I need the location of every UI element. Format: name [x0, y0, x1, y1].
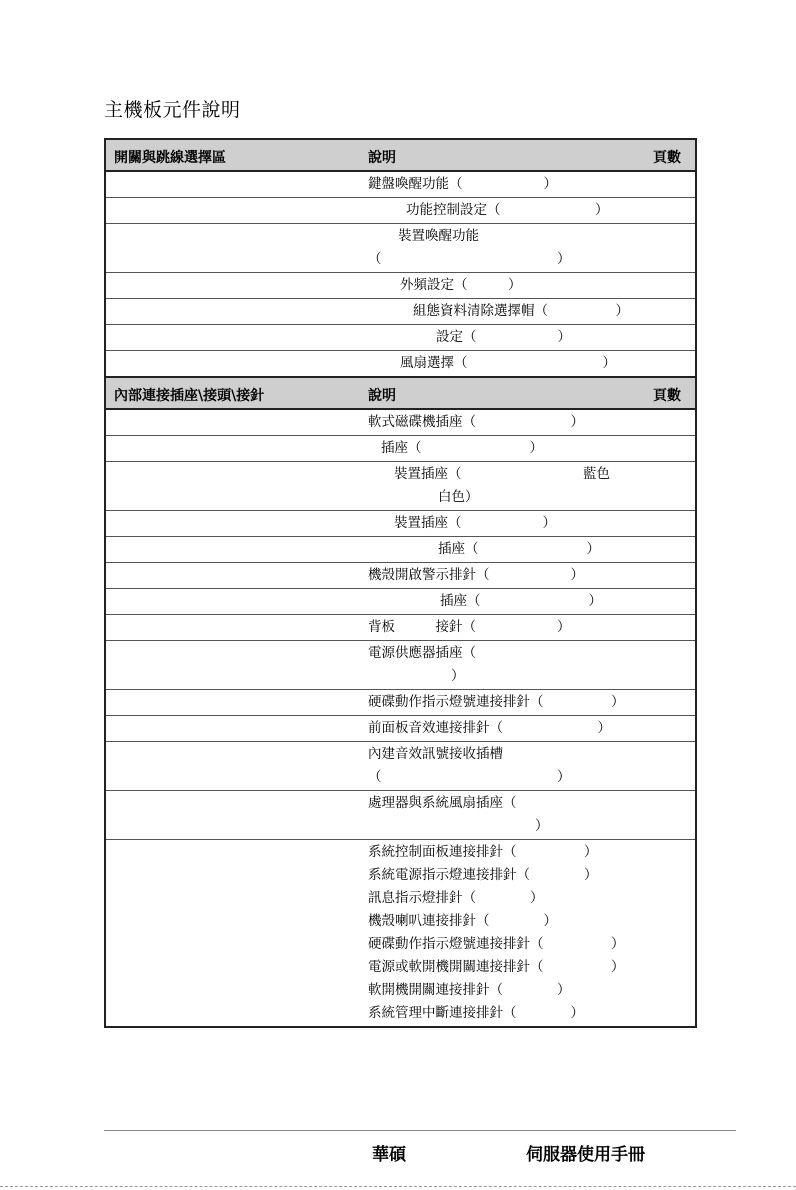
page-bottom-edge — [0, 1186, 796, 1187]
header-col-description: 說明 — [368, 150, 396, 166]
description-line: 軟式磁碟機插座（ ） — [368, 414, 584, 430]
section-body-switches — [106, 172, 695, 376]
table-row — [106, 299, 695, 325]
table-row — [106, 511, 695, 537]
description-line: 電源供應器插座（ — [368, 645, 476, 661]
table-row — [106, 615, 695, 641]
footer-brand: 華碩 — [372, 1145, 406, 1165]
table-row — [106, 410, 695, 436]
description-line: 電源或軟開機開關連接排針（ ） — [368, 959, 625, 975]
description-line: 機殼喇叭連接排針（ ） — [368, 913, 557, 929]
description-line: 處理器與系統風扇插座（ — [368, 795, 517, 811]
header-col-description: 說明 — [368, 388, 396, 404]
description-line: ） — [451, 668, 465, 684]
header-col-item: 開關與跳線選擇區 — [114, 150, 226, 166]
table-row — [106, 351, 695, 376]
header-col-item: 內部連接插座\接頭\接針 — [114, 388, 265, 404]
description-line: 鍵盤喚醒功能（ ） — [368, 176, 557, 192]
description-line: 硬碟動作指示燈號連接排針（ ） — [368, 936, 625, 952]
description-line: 機殼開啟警示排針（ ） — [368, 567, 584, 583]
description-line: 系統控制面板連接排針（ ） — [368, 844, 598, 860]
section-header-connectors — [106, 376, 695, 410]
table-row — [106, 641, 695, 690]
table-row — [106, 325, 695, 351]
table-row — [106, 198, 695, 224]
footer-divider — [104, 1130, 736, 1131]
description-line: （ ） — [368, 251, 571, 267]
description-line: 訊息指示燈排針（ ） — [368, 890, 544, 906]
description-line: 硬碟動作指示燈號連接排針（ ） — [368, 694, 625, 710]
description-line: 外頻設定（ ） — [400, 277, 522, 293]
description-line: 白色） — [438, 489, 479, 505]
component-table — [104, 138, 697, 1028]
table-row — [106, 436, 695, 462]
description-line: 系統電源指示燈連接排針（ ） — [368, 867, 598, 883]
description-line: ） — [535, 818, 549, 834]
table-row — [106, 172, 695, 198]
section-body-connectors — [106, 410, 695, 1026]
section-header-switches — [106, 140, 695, 172]
table-row — [106, 563, 695, 589]
description-line: 插座（ ） — [440, 593, 602, 609]
page-title: 主機板元件說明 — [104, 99, 241, 121]
description-line: 插座（ ） — [381, 440, 543, 456]
description-line: 裝置插座（ 藍色 — [394, 466, 610, 482]
description-line: 插座（ ） — [438, 541, 600, 557]
description-line: 裝置插座（ ） — [394, 515, 556, 531]
table-row — [106, 224, 695, 273]
description-line: 軟開機開關連接排針（ ） — [368, 982, 571, 998]
footer-manual-title: 伺服器使用手冊 — [526, 1145, 645, 1165]
description-line: 系統管理中斷連接排針（ ） — [368, 1005, 584, 1021]
description-line: 內建音效訊號接收插槽 — [368, 746, 503, 762]
table-row — [106, 273, 695, 299]
description-line: 前面板音效連接排針（ ） — [368, 720, 611, 736]
table-row — [106, 690, 695, 716]
table-row — [106, 537, 695, 563]
description-line: 裝置喚醒功能 — [398, 228, 479, 244]
description-line: 風扇選擇（ ） — [400, 355, 616, 371]
table-row — [106, 589, 695, 615]
header-col-page: 頁數 — [653, 388, 681, 404]
table-row — [106, 791, 695, 840]
description-line: 組態資料清除選擇帽（ ） — [413, 303, 629, 319]
description-line: 背板 接針（ ） — [368, 619, 571, 635]
header-col-page: 頁數 — [653, 150, 681, 166]
table-row — [106, 840, 695, 1026]
description-line: （ ） — [368, 769, 571, 785]
table-row — [106, 462, 695, 511]
table-row — [106, 742, 695, 791]
description-line: 功能控制設定（ ） — [406, 202, 609, 218]
description-line: 設定（ ） — [436, 329, 571, 345]
table-row — [106, 716, 695, 742]
